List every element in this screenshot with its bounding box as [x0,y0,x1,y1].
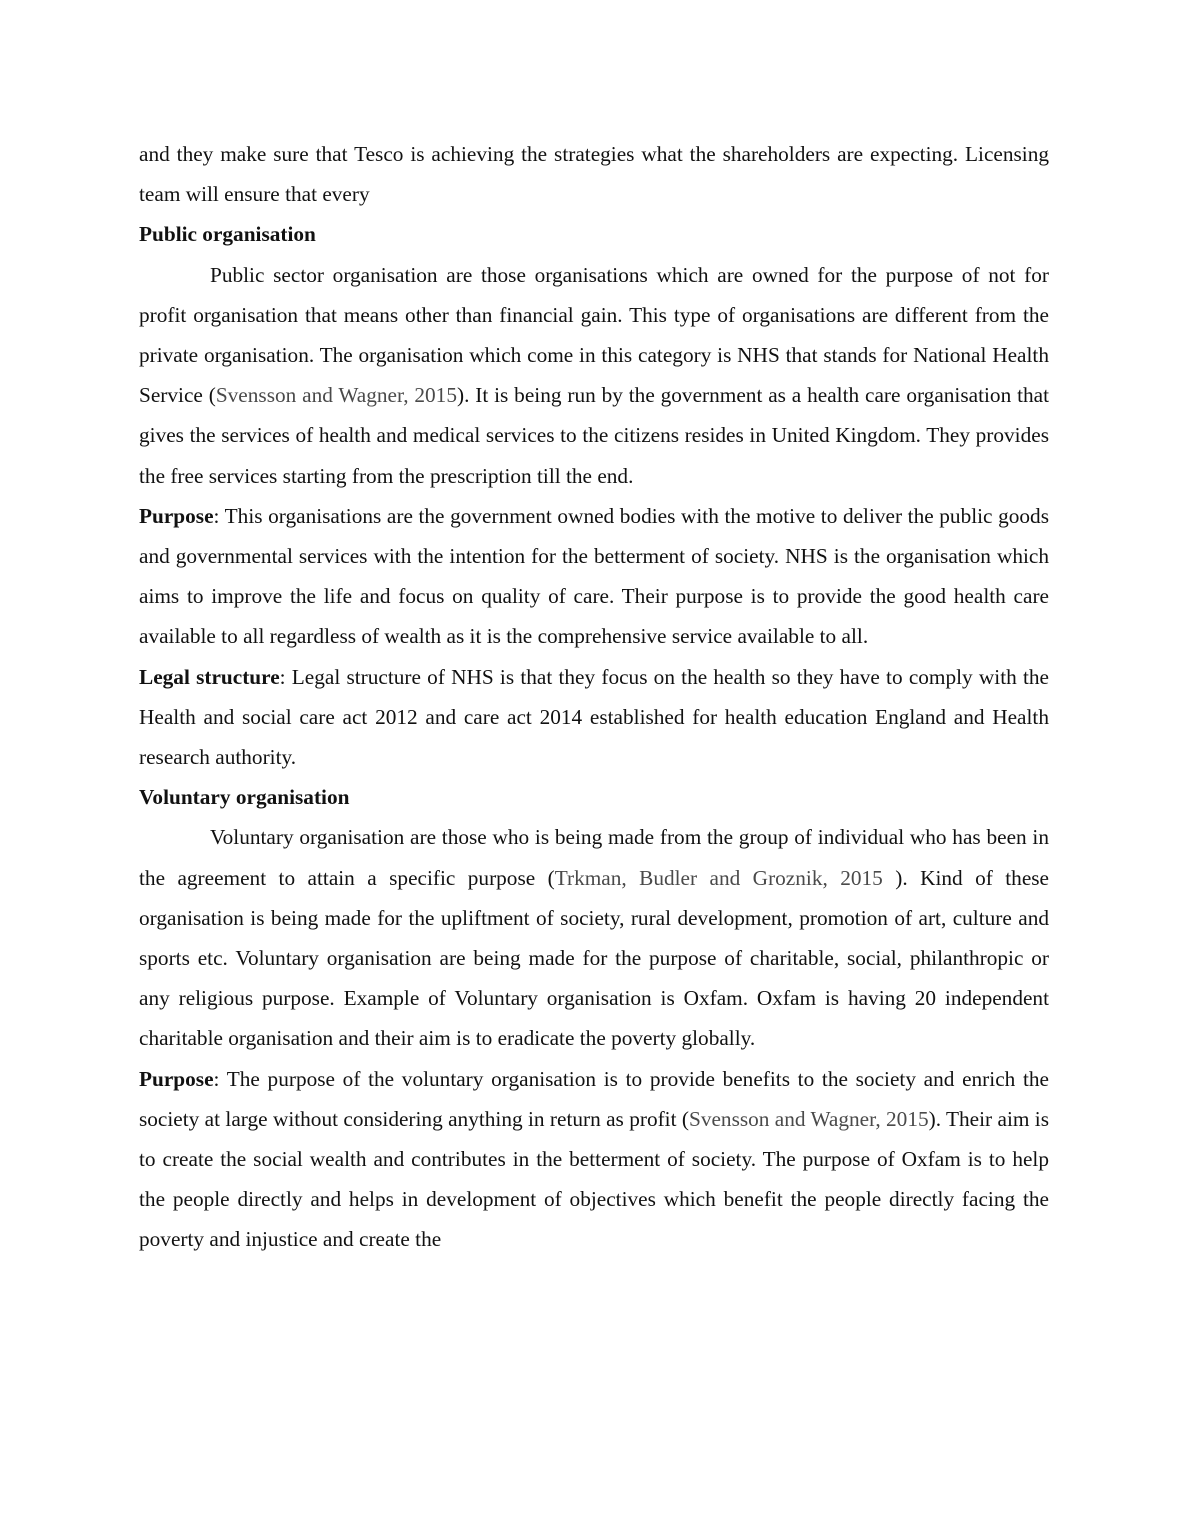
public-purpose-paragraph [139,496,1049,657]
intro-paragraph: and they make sure that Tesco is achieving the strategies what the shareholders are expecting. Licensing team will ensure that every [139,142,1049,207]
public-organisation-heading: Public organisation [139,222,316,247]
public-para-text-a: Public sector organisation are those organisations which are owned for the purpose of not for profit organisation that means other than financial gain. This type of organisations are different from the private organisation. The organisation which come in this category is NHS that stands for National Health Service ( [139,262,1049,408]
voluntary-purpose-paragraph [139,1059,1049,1260]
public-organisation-paragraph [139,255,1049,496]
public-para-text-b: ). It is being run by the government as a health care organisation that gives the services of health and medical services to the citizens resides in United Kingdom. They provides the free services starting from the prescription till the end. [139,383,1050,488]
voluntary-purpose-text-b: ). Their aim is to create the social wealth and contributes in the betterment of society. The purpose of Oxfam is to help the people directly and helps in development of objectives which benefit the people directly facing the poverty and injustice and create the [139,1106,1049,1252]
citation-svensson-wagner: Svensson and Wagner, 2015 [215,383,457,408]
public-purpose-text: : This organisations are the government owned bodies with the motive to deliver the public goods and governmental services with the intention for the betterment of society. NHS is the organisation which aims to improve the life and focus on quality of care. Their purpose is to provide the good health care available to all regardless of wealth as it is the comprehensive service available to all. [139,503,1049,649]
purpose-label: Purpose [139,503,214,528]
citation-trkman-budler-groznik: Trkman, Budler and Groznik, 2015 [554,865,896,890]
voluntary-organisation-paragraph [139,817,1049,1058]
document-page [139,134,1049,1260]
citation-svensson-wagner: Svensson and Wagner, 2015 [688,1106,929,1131]
voluntary-para-text-a: Voluntary organisation are those who is being made from the group of individual who has been in the agreement to attain a specific purpose ( [139,825,1049,890]
legal-structure-label: Legal structure [139,664,280,689]
voluntary-para-text-b: ). Kind of these organisation is being made for the upliftment of society, rural development, promotion of art, culture and sports etc. Voluntary organisation are being made for the purpose of charitable, social, philanthropic or any religious purpose. Example of Voluntary organisation is Oxfam. Oxfam is having 20 independent charitable organisation and their aim is to eradicate the poverty globally. [139,865,1050,1051]
purpose-label: Purpose [139,1066,214,1091]
legal-structure-text: : Legal structure of NHS is that they focus on the health so they have to comply with the Health and social care act 2012 and care act 2014 established for health education England and Health research authority. [139,664,1049,770]
voluntary-organisation-heading: Voluntary organisation [139,785,350,810]
voluntary-purpose-text-a: : The purpose of the voluntary organisation is to provide benefits to the society and enrich the society at large without considering anything in return as profit ( [139,1066,1049,1131]
legal-structure-paragraph [139,657,1049,778]
